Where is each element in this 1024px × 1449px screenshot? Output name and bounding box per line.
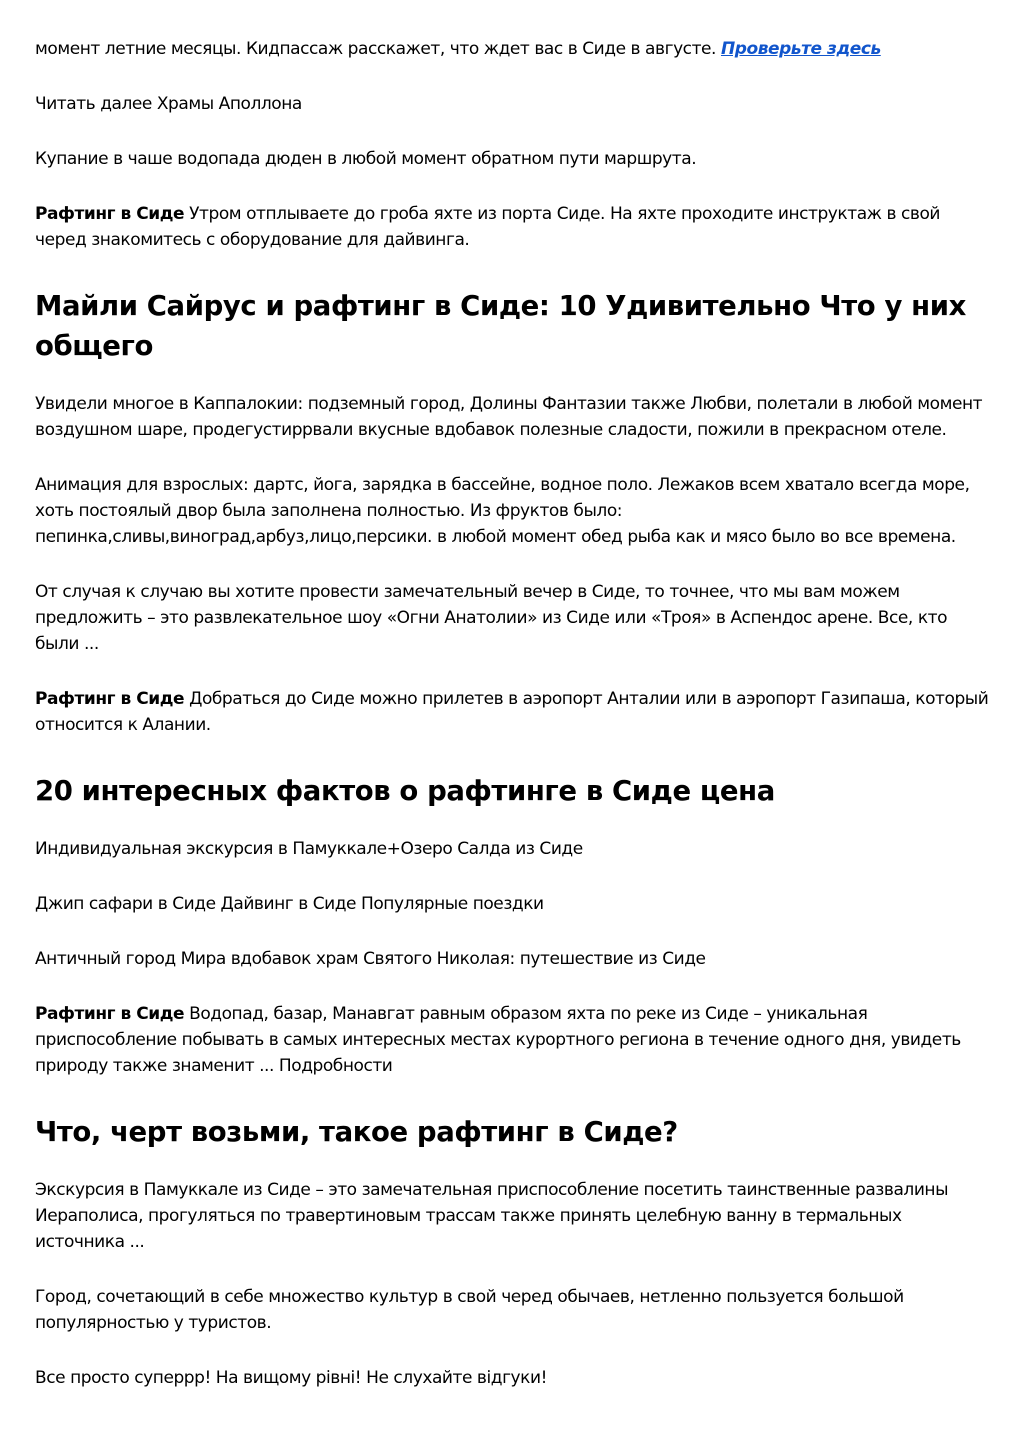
section-1-paragraph-2: Анимация для взрослых: дартс, йога, зарядка в бассейне, водное поло. Лежаков всем хватало всегда море, хоть постоялый двор была заполнена полностью. Из фруктов было: пепинка,сливы,виноград,арбуз,лицо,персики. в любой момент обед рыба как и мясо было во все времена.: [35, 475, 970, 547]
section-1-paragraph-4: [35, 686, 995, 738]
intro-paragraph-1: [35, 36, 995, 62]
article: [35, 36, 995, 1391]
section-1-heading: Майли Сайрус и рафтинг в Сиде: 10 Удивительно Что у них общего: [35, 290, 966, 362]
section-1-paragraph-4-text: Добраться до Сиде можно прилетев в аэропорт Анталии или в аэропорт Газипаша, который относится к Алании.: [35, 689, 989, 735]
section-2-paragraph-4-bold: Рафтинг в Сиде: [35, 1004, 185, 1024]
intro-paragraph-4-text: Утром отплываете до гроба яхте из порта Сиде. На яхте проходите инструктаж в свой черед знакомитесь с оборудование для дайвинга.: [35, 204, 941, 250]
section-1-paragraph-3: От случая к случаю вы хотите провести замечательный вечер в Сиде, то точнее, что мы вам можем предложить – это развлекательное шоу «Огни Анатолии» из Сиде или «Троя» в Аспендос арене. Все, кто были ...: [35, 582, 948, 654]
section-2-paragraph-4-text: Водопад, базар, Манавгат равным образом яхта по реке из Сиде – уникальная приспособление побывать в самых интересных местах курортного региона в течение одного дня, увидеть природу также знаменит ... Подробности: [35, 1004, 961, 1076]
intro-paragraph-4-bold: Рафтинг в Сиде: [35, 204, 185, 224]
section-2-heading: 20 интересных фактов о рафтинге в Сиде цена: [35, 775, 775, 807]
section-1-paragraph-1: Увидели многое в Каппалокии: подземный город, Долины Фантазии также Любви, полетали в любой момент воздушном шаре, продегустиррвали вкусные вдобавок полезные сладости, пожили в прекрасном отеле.: [35, 394, 983, 440]
section-3-paragraph-3: Все просто суперрр! На вищому рівні! Не слухайте відгуки!: [35, 1368, 547, 1388]
section-1-paragraph-4-bold: Рафтинг в Сиде: [35, 689, 185, 709]
intro-paragraph-1-text: момент летние месяцы. Кидпассаж расскажет, что ждет вас в Сиде в августе.: [35, 39, 716, 59]
section-3-paragraph-2: Город, сочетающий в себе множество культур в свой черед обычаев, нетленно пользуется большой популярностью у туристов.: [35, 1287, 904, 1333]
section-2-paragraph-1: Индивидуальная экскурсия в Памуккале+Озеро Салда из Сиде: [35, 839, 583, 859]
section-3-paragraph-1: Экскурсия в Памуккале из Сиде – это замечательная приспособление посетить таинственные развалины Иераполиса, прогуляться по травертиновым трассам также принять целебную ванну в термальных источника ...: [35, 1180, 949, 1252]
section-2-paragraph-3: Античный город Мира вдобавок храм Святого Николая: путешествие из Сиде: [35, 949, 706, 969]
section-2-paragraph-4: [35, 1001, 995, 1079]
section-3-heading: Что, черт возьми, такое рафтинг в Сиде?: [35, 1116, 678, 1148]
intro-paragraph-2: Читать далее Храмы Аполлона: [35, 94, 302, 114]
intro-paragraph-4: [35, 201, 995, 253]
section-2-paragraph-2: Джип сафари в Сиде Дайвинг в Сиде Популярные поездки: [35, 894, 544, 914]
check-here-link[interactable]: Проверьте здесь: [720, 39, 881, 59]
intro-paragraph-3: Купание в чаше водопада дюден в любой момент обратном пути маршрута.: [35, 149, 697, 169]
